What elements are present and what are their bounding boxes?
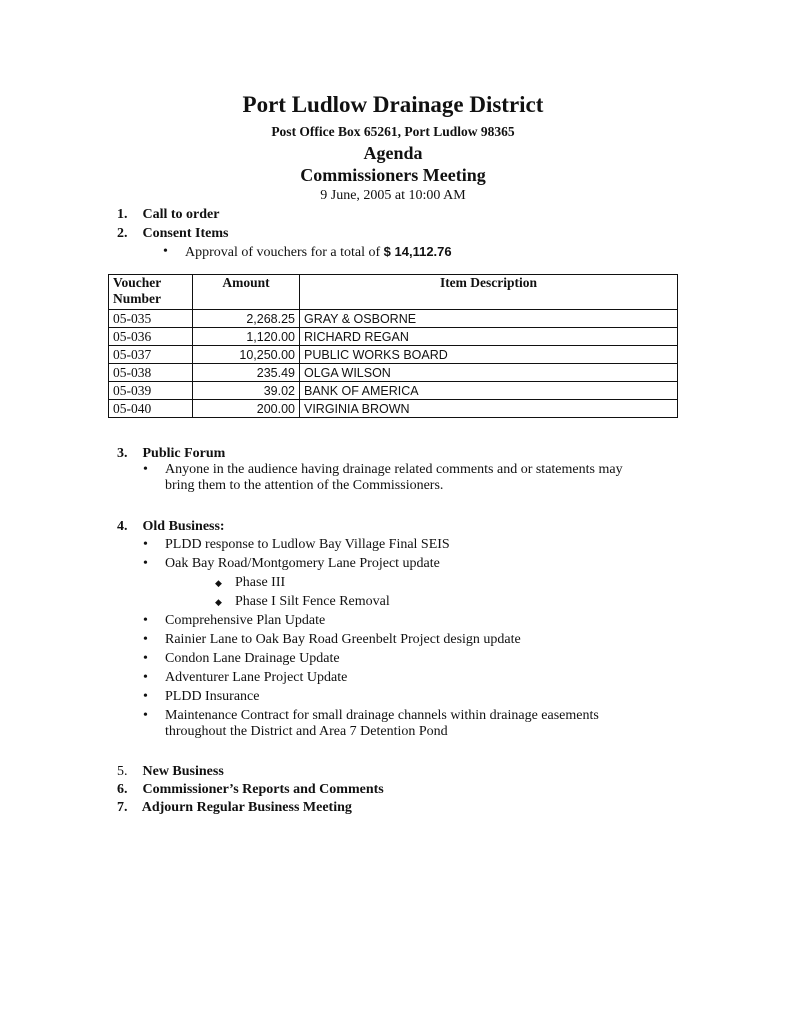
table-row: 05-035 2,268.25 GRAY & OSBORNE <box>109 310 678 328</box>
table-row: 05-038 235.49 OLGA WILSON <box>109 364 678 382</box>
public-forum-note: • Anyone in the audience having drainage related comments and or statements may bring them to the attention of the Commissioners. <box>165 462 623 494</box>
table-row: 05-039 39.02 BANK OF AMERICA <box>109 382 678 400</box>
old-business-item: • PLDD Insurance <box>165 689 259 705</box>
document-type: Agenda <box>363 143 423 163</box>
agenda-item-5: 5. New Business <box>117 764 224 779</box>
voucher-table <box>108 274 678 418</box>
agenda-item-3: 3. Public Forum <box>117 446 226 461</box>
old-business-item: • Maintenance Contract for small drainage channels within drainage easements throughout the District and Area 7 Detention Pond <box>165 708 599 740</box>
old-business-item: • Condon Lane Drainage Update <box>165 651 340 667</box>
old-business-item: • Comprehensive Plan Update <box>165 613 325 629</box>
old-business-item: • Oak Bay Road/Montgomery Lane Project update <box>165 556 440 572</box>
old-business-item: • Adventurer Lane Project Update <box>165 670 347 686</box>
agenda-item-7: 7. Adjourn Regular Business Meeting <box>117 800 352 815</box>
col-description: Item Description <box>300 275 678 310</box>
table-row: 05-036 1,120.00 RICHARD REGAN <box>109 328 678 346</box>
meeting-date: 9 June, 2005 at 10:00 AM <box>320 188 466 203</box>
old-business-subitem: ◆ Phase I Silt Fence Removal <box>235 594 390 610</box>
table-row: 05-040 200.00 VIRGINIA BROWN <box>109 400 678 418</box>
meeting-title: Commissioners Meeting <box>300 165 486 185</box>
agenda-item-6: 6. Commissioner’s Reports and Comments <box>117 782 384 797</box>
agenda-item-4: 4. Old Business: <box>117 519 225 534</box>
col-amount: Amount <box>193 275 300 310</box>
consent-approval: • Approval of vouchers for a total of $ 14,112.76 <box>185 244 452 261</box>
old-business-subitem: ◆ Phase III <box>235 575 285 591</box>
district-title: Port Ludlow Drainage District <box>242 92 544 117</box>
old-business-item: • PLDD response to Ludlow Bay Village Final SEIS <box>165 537 450 553</box>
agenda-item-2: 2. Consent Items <box>117 226 229 241</box>
table-row: 05-037 10,250.00 PUBLIC WORKS BOARD <box>109 346 678 364</box>
old-business-item: • Rainier Lane to Oak Bay Road Greenbelt Project design update <box>165 632 521 648</box>
postal-address: Post Office Box 65261, Port Ludlow 98365 <box>271 124 515 139</box>
voucher-total: $ 14,112.76 <box>383 244 452 259</box>
agenda-item-1: 1. Call to order <box>117 207 220 222</box>
col-voucher-number: Voucher Number <box>109 275 193 310</box>
